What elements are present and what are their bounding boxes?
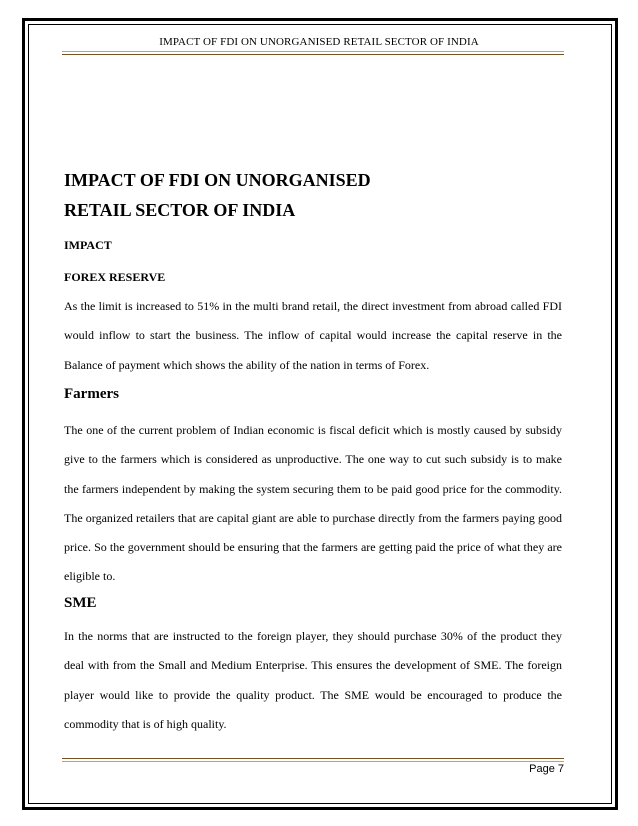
title-line-2: RETAIL SECTOR OF INDIA [64, 200, 296, 220]
section-label-impact: IMPACT [64, 238, 112, 252]
page-number: Page 7 [529, 763, 564, 775]
heading-farmers: Farmers [64, 386, 119, 402]
footer-rule [62, 758, 564, 762]
title-line-1: IMPACT OF FDI ON UNORGANISED [64, 170, 371, 190]
running-header: IMPACT OF FDI ON UNORGANISED RETAIL SECTOR OF INDIA [159, 36, 479, 48]
paragraph-farmers: The one of the current problem of Indian economic is fiscal deficit which is mostly caused by subsidy give to the farmers which is considered as unproductive. The one way to cut such subsidy is to make the farmers independent by making the system securing them to be paid good price for the commodity. The organized retailers that are capital giant are able to purchase directly from the farmers paying good price. So the government should be ensuring that the farmers are getting paid the price of what they are eligible to. [64, 423, 562, 584]
paragraph-sme: In the norms that are instructed to the foreign player, they should purchase 30% of the product they deal with from the Small and Medium Enterprise. This ensures the development of SME. The foreign player would like to provide the quality product. The SME would be encouraged to produce the commodity that is of high quality. [64, 629, 562, 731]
header-rule [62, 51, 564, 55]
paragraph-forex: As the limit is increased to 51% in the multi brand retail, the direct investment from abroad called FDI would inflow to start the business. The inflow of capital would increase the capital reserve in the Balance of payment which shows the ability of the nation in terms of Forex. [64, 299, 562, 372]
heading-sme: SME [64, 595, 97, 611]
subheading-forex-reserve: FOREX RESERVE [64, 270, 166, 284]
document-title [64, 165, 464, 225]
